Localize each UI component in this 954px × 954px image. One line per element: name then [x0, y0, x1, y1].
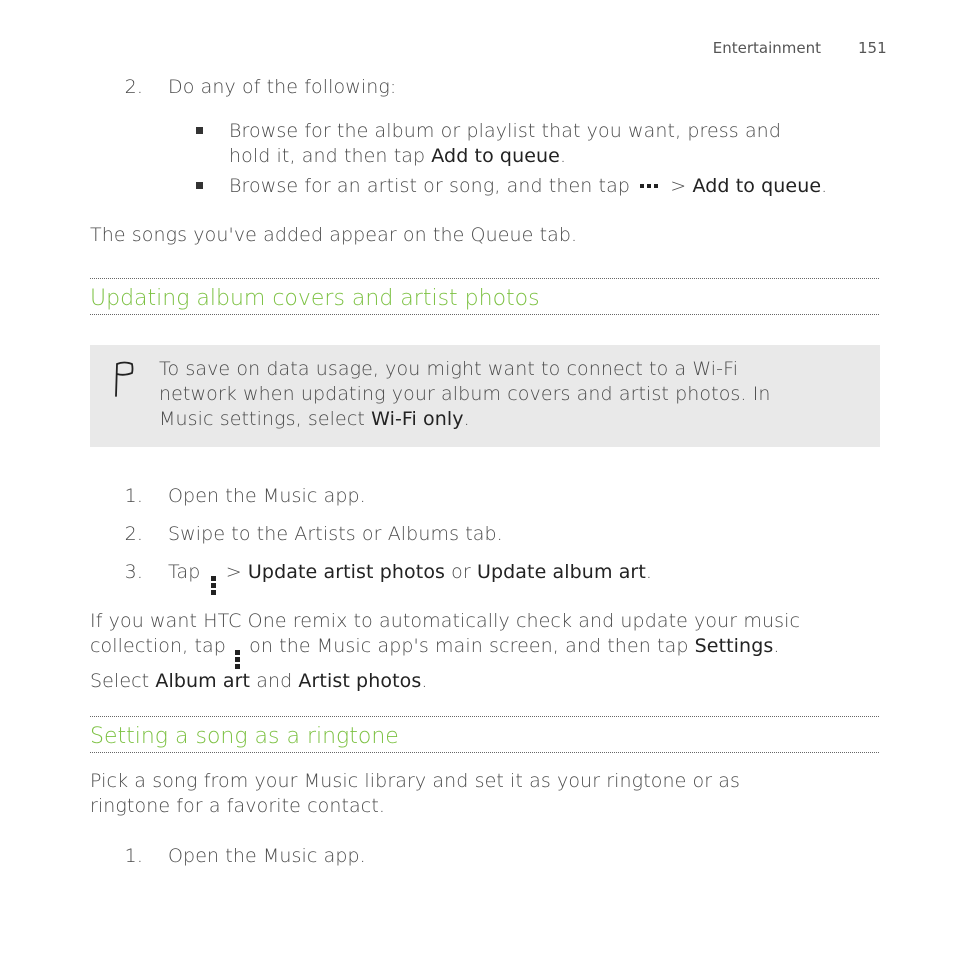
paragraph-line [90, 669, 890, 694]
section-divider-top [90, 716, 879, 717]
paragraph-text: on the Music app's main screen, and then tap [243, 635, 695, 657]
queue-note: The songs you've added appear on the Queue tab. [90, 224, 578, 246]
settings-option: Settings [694, 635, 774, 657]
paragraph-line [90, 634, 890, 669]
wifi-only-option: Wi-Fi only [371, 408, 464, 430]
paragraph-text: collection, tap [90, 635, 233, 657]
step-text: Do any of the following: [168, 76, 397, 98]
bullet-text: Browse for an artist or song, and then tap [229, 175, 637, 197]
tip-line: To save on data usage, you might want to connect to a Wi-Fi [159, 358, 739, 380]
section-divider-bottom [90, 314, 879, 315]
tip-text: Music settings, select [159, 408, 372, 430]
step-number: 3. [124, 561, 143, 583]
bullet-marker [196, 182, 203, 189]
settings-paragraph [90, 609, 890, 694]
page-number: 151 [858, 39, 887, 57]
tip-line: network when updating your album covers and artist photos. In [159, 383, 771, 405]
running-header-section: Entertainment [712, 39, 821, 57]
bullet-text: hold it, and then tap [229, 145, 432, 167]
flag-icon [112, 360, 136, 398]
step-text: Open the Music app. [168, 485, 366, 507]
punctuation: . [645, 561, 653, 583]
step-number: 1. [124, 845, 143, 867]
tip-note-box [90, 345, 880, 447]
step-number: 2. [124, 523, 143, 545]
more-vertical-icon [235, 650, 240, 669]
paragraph-text: and [250, 670, 299, 692]
tip-note-text [159, 357, 859, 432]
section-divider-bottom [90, 752, 879, 753]
bullet-item [229, 119, 869, 169]
more-horizontal-icon [640, 184, 658, 188]
section-divider-top [90, 278, 879, 279]
step-text-part: or [445, 561, 477, 583]
paragraph-line: Pick a song from your Music library and set it as your ringtone or as [90, 770, 741, 792]
punctuation: . [463, 408, 470, 430]
more-vertical-icon [211, 576, 216, 595]
step-number: 1. [124, 485, 143, 507]
punctuation: . [821, 175, 828, 197]
separator: > [219, 561, 248, 583]
paragraph-line: ringtone for a favorite contact. [90, 795, 386, 817]
section-heading: Setting a song as a ringtone [90, 724, 399, 749]
add-to-queue-action: Add to queue [692, 175, 822, 197]
punctuation: . [421, 670, 428, 692]
paragraph-line: If you want HTC One remix to automatically check and update your music [90, 610, 801, 632]
punctuation: . [773, 635, 780, 657]
ringtone-intro [90, 769, 890, 819]
separator: > [664, 175, 693, 197]
step-number: 2. [124, 76, 143, 98]
step-text: Swipe to the Artists or Albums tab. [168, 523, 503, 545]
punctuation: . [559, 145, 567, 167]
bullet-text-line: Browse for the album or playlist that you want, press and [229, 120, 781, 142]
bullet-text-line [229, 144, 869, 169]
artist-photos-option: Artist photos [298, 670, 422, 692]
section-heading: Updating album covers and artist photos [90, 286, 540, 311]
paragraph-text: Select [90, 670, 156, 692]
step-text [168, 560, 652, 595]
bullet-marker [196, 127, 203, 134]
update-artist-photos-action: Update artist photos [247, 561, 446, 583]
update-album-art-action: Update album art [476, 561, 646, 583]
album-art-option: Album art [155, 670, 251, 692]
step-text-part: Tap [168, 561, 207, 583]
bullet-item [229, 174, 909, 199]
tip-line [159, 407, 859, 432]
step-text: Open the Music app. [168, 845, 366, 867]
add-to-queue-action: Add to queue [431, 145, 560, 167]
